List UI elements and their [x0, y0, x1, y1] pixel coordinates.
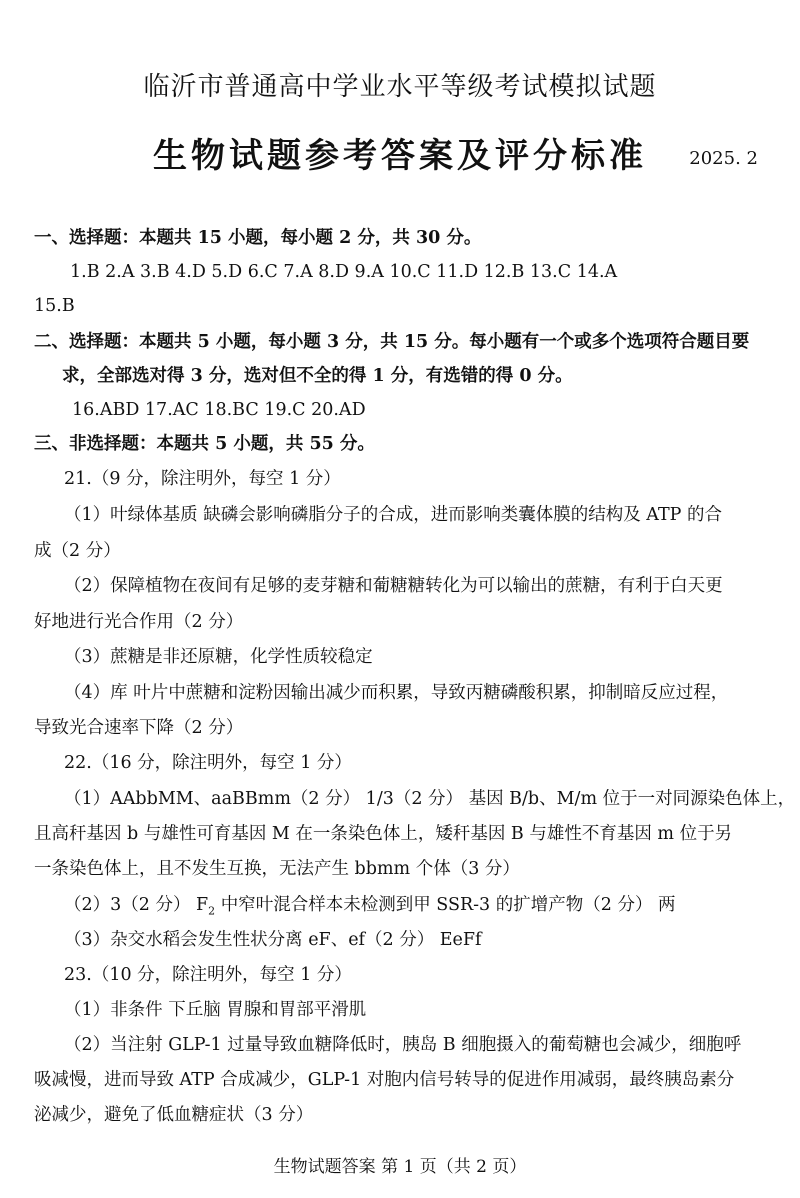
- q21-line: 导致光合速率下降（2 分）: [34, 718, 244, 738]
- section3-heading: 三、非选择题：本题共 5 小题，共 55 分。: [34, 434, 375, 454]
- q23-line: 吸减慢，进而导致 ATP 合成减少，GLP-1 对胞内信号转导的促进作用减弱，最终胰岛素分: [34, 1070, 735, 1090]
- page-footer: 生物试题答案 第 1 页（共 2 页）: [273, 1157, 527, 1177]
- q22-line: （1）AAbbMM、aaBBmm（2 分） 1/3（2 分） 基因 B/b、M/m 位于一对同源染色体上，: [64, 789, 796, 809]
- q22-line-part: （2）3（2 分） F: [64, 895, 209, 915]
- q22-line-with-subscript: [64, 893, 800, 924]
- q23-line: 泌减少，避免了低血糖症状（3 分）: [34, 1105, 314, 1125]
- document-title: 生物试题参考答案及评分标准: [153, 136, 647, 176]
- q23-line: （1）非条件 下丘脑 胃腺和胃部平滑肌: [64, 1000, 367, 1020]
- section1-answers-line1: 1.B 2.A 3.B 4.D 5.D 6.C 7.A 8.D 9.A 10.C 11.D 12.B 13.C 14.A: [70, 262, 618, 282]
- q22-line-part: 中窄叶混合样本未检测到甲 SSR-3 的扩增产物（2 分） 两: [215, 895, 676, 915]
- section2-answers: 16.ABD 17.AC 18.BC 19.C 20.AD: [72, 400, 366, 420]
- exam-title: 临沂市普通高中学业水平等级考试模拟试题: [143, 72, 657, 102]
- q21-header: 21.（9 分，除注明外，每空 1 分）: [64, 469, 341, 489]
- q21-line: （4）库 叶片中蔗糖和淀粉因输出减少而积累，导致丙糖磷酸积累，抑制暗反应过程，: [64, 683, 729, 703]
- q22-header: 22.（16 分，除注明外，每空 1 分）: [64, 753, 352, 773]
- q22-line: 且高秆基因 b 与雄性可育基因 M 在一条染色体上，矮秆基因 B 与雄性不育基因 m 位于另: [34, 824, 733, 844]
- q21-line: （3）蔗糖是非还原糖，化学性质较稳定: [64, 647, 373, 667]
- q23-header: 23.（10 分，除注明外，每空 1 分）: [64, 965, 352, 985]
- q21-line: （2）保障植物在夜间有足够的麦芽糖和葡糖糖转化为可以输出的蔗糖，有利于白天更: [64, 576, 723, 596]
- q22-line: （3）杂交水稻会发生性状分离 eF、ef（2 分） EeFf: [64, 930, 482, 950]
- section2-heading-line2: 求，全部选对得 3 分，选对但不全的得 1 分，有选错的得 0 分。: [62, 366, 573, 386]
- q22-line: 一条染色体上，且不发生互换，无法产生 bbmm 个体（3 分）: [34, 859, 520, 879]
- q21-line: 成（2 分）: [34, 541, 121, 561]
- section2-heading-line1: 二、选择题：本题共 5 小题，每小题 3 分，共 15 分。每小题有一个或多个选项符合题目要: [34, 332, 750, 352]
- section1-answers-line2: 15.B: [34, 296, 75, 316]
- q21-line: 好地进行光合作用（2 分）: [34, 612, 244, 632]
- q21-line: （1）叶绿体基质 缺磷会影响磷脂分子的合成，进而影响类囊体膜的结构及 ATP 的合: [64, 505, 722, 525]
- section1-heading: 一、选择题：本题共 15 小题，每小题 2 分，共 30 分。: [34, 228, 482, 248]
- q23-line: （2）当注射 GLP-1 过量导致血糖降低时，胰岛 B 细胞摄入的葡萄糖也会减少，细胞呼: [64, 1035, 742, 1055]
- subscript-2: 2: [208, 904, 216, 918]
- document-date: 2025. 2: [689, 148, 758, 169]
